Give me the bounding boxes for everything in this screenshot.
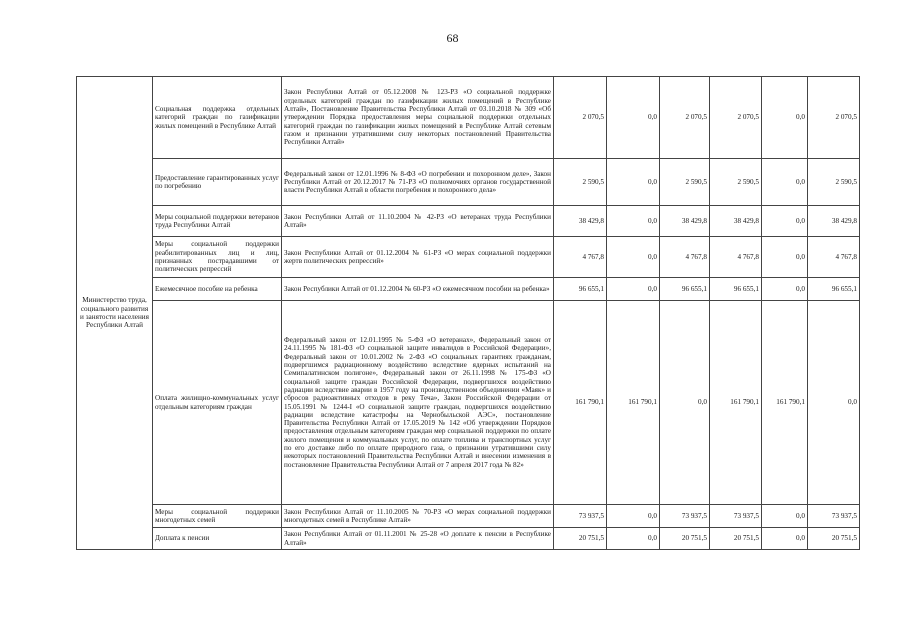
value-cell: 4 767,8	[710, 237, 762, 278]
value-cell: 2 590,5	[660, 159, 710, 206]
measure-cell: Предоставление гарантированных услуг по погребению	[153, 159, 282, 206]
value-cell: 2 590,5	[554, 159, 607, 206]
value-cell: 161 790,1	[554, 301, 607, 505]
value-cell: 2 070,5	[808, 77, 860, 159]
value-cell: 20 751,5	[710, 528, 762, 550]
law-cell: Закон Республики Алтай от 01.11.2001 № 25-28 «О доплате к пенсии в Республике Алтай»	[282, 528, 554, 550]
value-cell: 0,0	[762, 278, 808, 301]
value-cell: 38 429,8	[710, 206, 762, 237]
law-cell: Федеральный закон от 12.01.1996 № 8-ФЗ «О погребении и похоронном деле», Закон Республики Алтай от 20.12.2017 № 71-РЗ «О полномочиях органов государственной власти Республики Алтай в области погребения и похоронного дела»	[282, 159, 554, 206]
value-cell: 73 937,5	[710, 505, 762, 528]
value-cell: 0,0	[607, 237, 660, 278]
value-cell: 96 655,1	[660, 278, 710, 301]
law-cell: Закон Республики Алтай от 11.10.2005 № 70-РЗ «О мерах социальной поддержки многодетных семей в Республике Алтай»	[282, 505, 554, 528]
value-cell: 0,0	[762, 237, 808, 278]
measure-cell: Меры социальной поддержки многодетных семей	[153, 505, 282, 528]
measure-cell: Ежемесячное пособие на ребенка	[153, 278, 282, 301]
value-cell: 2 070,5	[554, 77, 607, 159]
value-cell: 0,0	[762, 505, 808, 528]
value-cell: 20 751,5	[554, 528, 607, 550]
measure-cell: Социальная поддержка отдельных категорий граждан по газификации жилых помещений в Республике Алтай	[153, 77, 282, 159]
table-row	[77, 528, 860, 550]
value-cell: 0,0	[762, 77, 808, 159]
value-cell: 38 429,8	[660, 206, 710, 237]
value-cell: 38 429,8	[808, 206, 860, 237]
value-cell: 73 937,5	[554, 505, 607, 528]
measure-cell: Оплата жилищно-коммунальных услуг отдельным категориям граждан	[153, 301, 282, 505]
law-cell: Федеральный закон от 12.01.1995 № 5-ФЗ «О ветеранах», Федеральный закон от 24.11.1995 № 181-ФЗ «О социальной защите инвалидов в Российской Федерации», Федеральный закон от 10.01.2002 № 2-ФЗ «О социальных гарантиях гражданам, подвергшимся радиационному воздействию вследствие ядерных испытаний на Семипалатинском полигоне», Федеральный закон от 26.11.1998 № 175-ФЗ «О социальной защите граждан Российской Федерации, подвергшихся воздействию радиации вследствие аварии в 1957 году на производственном объединении «Маяк» и сбросов радиоактивных отходов в реку Теча», Закон Российской Федерации от 15.05.1991 № 1244-I «О социальной защите граждан, подвергшихся воздействию радиации вследствие катастрофы на Чернобыльской АЭС», постановление Правительства Республики Алтай от 17.05.2019 № 142 «Об утверждении Порядков предоставления отдельным категориям граждан мер социальной поддержки по оплате жилого помещения и коммунальных услуг, по оплате топлива и транспортных услуг по его доставке либо по оплате природного газа, о признании утратившими силу некоторых постановлений Правительства Республики Алтай и внесении изменения в постановление Правительства Республики Алтай от 7 апреля 2017 года № 82»	[282, 301, 554, 505]
value-cell: 0,0	[607, 77, 660, 159]
value-cell: 38 429,8	[554, 206, 607, 237]
value-cell: 73 937,5	[660, 505, 710, 528]
value-cell: 161 790,1	[710, 301, 762, 505]
value-cell: 73 937,5	[808, 505, 860, 528]
value-cell: 0,0	[762, 206, 808, 237]
value-cell: 4 767,8	[554, 237, 607, 278]
value-cell: 0,0	[660, 301, 710, 505]
table-row	[77, 301, 860, 505]
value-cell: 96 655,1	[554, 278, 607, 301]
value-cell: 0,0	[808, 301, 860, 505]
ministry-cell: Министерство труда, социального развития и занятости населения Республики Алтай	[77, 77, 153, 550]
value-cell: 2 590,5	[808, 159, 860, 206]
value-cell: 20 751,5	[808, 528, 860, 550]
law-cell: Закон Республики Алтай от 05.12.2008 № 123-РЗ «О социальной поддержке отдельных категорий граждан по газификации жилых помещений в Республике Алтай», Постановление Правительства Республики Алтай от 03.10.2018 № 309 «Об утверждении Порядка предоставления меры социальной поддержки отдельных категорий граждан по газификации жилых помещений в Республике Алтай сетевым газом и признании утратившими силу некоторых постановлений Правительства Республики Алтай»	[282, 77, 554, 159]
value-cell: 161 790,1	[607, 301, 660, 505]
value-cell: 96 655,1	[808, 278, 860, 301]
value-cell: 4 767,8	[660, 237, 710, 278]
value-cell: 2 070,5	[710, 77, 762, 159]
law-cell: Закон Республики Алтай от 01.12.2004 № 60-РЗ «О ежемесячном пособии на ребенка»	[282, 278, 554, 301]
value-cell: 0,0	[607, 505, 660, 528]
value-cell: 0,0	[762, 528, 808, 550]
value-cell: 0,0	[607, 206, 660, 237]
value-cell: 96 655,1	[710, 278, 762, 301]
measure-cell: Меры социальной поддержки ветеранов труда Республики Алтай	[153, 206, 282, 237]
table-row	[77, 278, 860, 301]
value-cell: 0,0	[762, 159, 808, 206]
value-cell: 0,0	[607, 159, 660, 206]
value-cell: 20 751,5	[660, 528, 710, 550]
table-row	[77, 505, 860, 528]
value-cell: 2 070,5	[660, 77, 710, 159]
value-cell: 161 790,1	[762, 301, 808, 505]
page-number: 68	[446, 31, 459, 45]
measure-cell: Меры социальной поддержки реабилитированных лиц и лиц, признанных пострадавшими от политических репрессий	[153, 237, 282, 278]
table-row	[77, 77, 860, 159]
law-cell: Закон Республики Алтай от 01.12.2004 № 61-РЗ «О мерах социальной поддержки жертв политических репрессий»	[282, 237, 554, 278]
table-row	[77, 159, 860, 206]
value-cell: 0,0	[607, 528, 660, 550]
table-row	[77, 237, 860, 278]
budget-table	[76, 76, 860, 550]
measure-cell: Доплата к пенсии	[153, 528, 282, 550]
value-cell: 0,0	[607, 278, 660, 301]
value-cell: 4 767,8	[808, 237, 860, 278]
table-row	[77, 206, 860, 237]
value-cell: 2 590,5	[710, 159, 762, 206]
law-cell: Закон Республики Алтай от 11.10.2004 № 42-РЗ «О ветеранах труда Республики Алтай»	[282, 206, 554, 237]
